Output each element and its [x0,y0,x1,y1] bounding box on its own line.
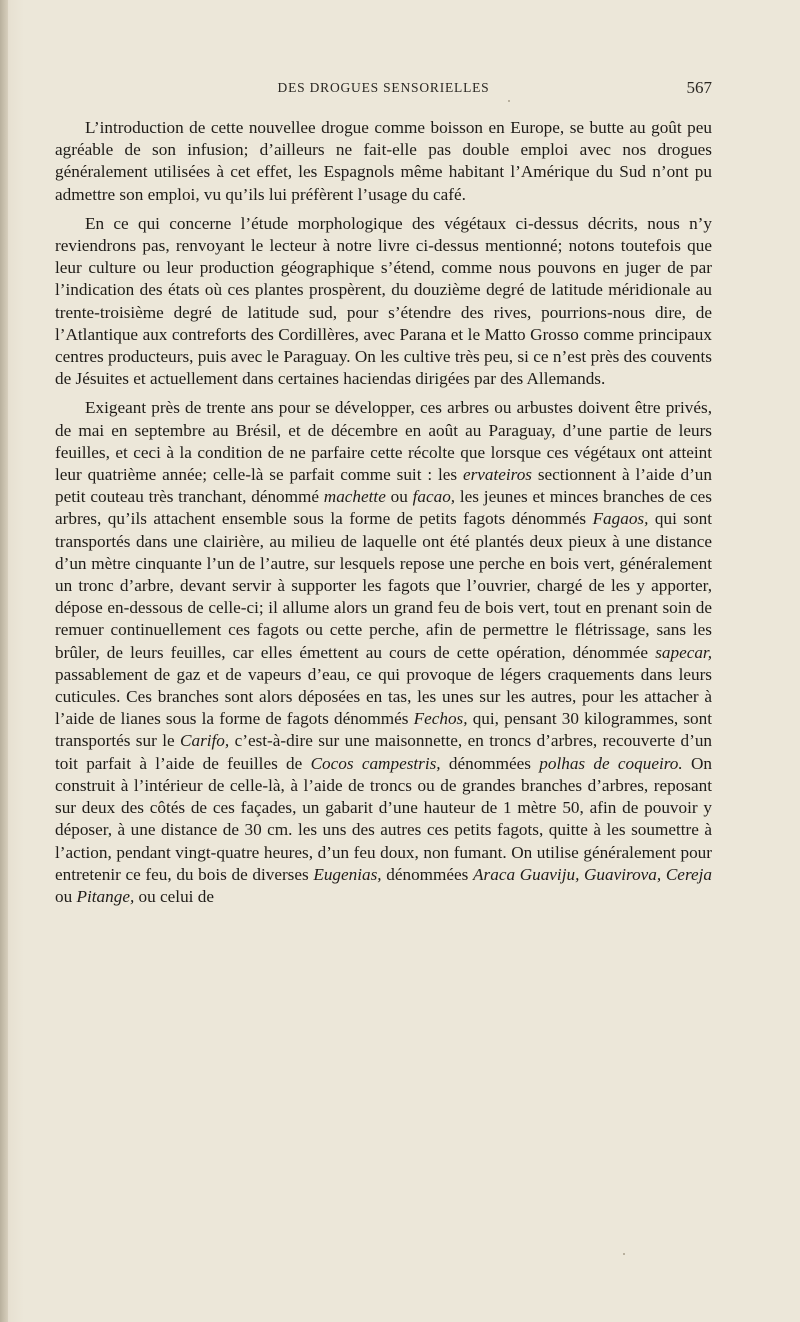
italic-term: polhas de coqueiro. [539,753,683,773]
text-run: passablement de gaz et de vapeurs d’eau, ce qui provoque de légers craquements dans leurs cuticules. Ces branches sont alors déposées en tas, les unes sur les autres, pour les attacher à l’aide de lianes sous la forme de fagots dénommés [55,664,712,729]
text-run: c’est-à-dire sur une maisonnette, en troncs d’arbres, recouverte d’un toit parfait à l’aide de feuilles de [55,731,713,773]
text-run: qui sont transportés dans une clairière, au milieu de laquelle ont été plantés deux pieux à une distance d’un mètre cinquante l’un de l’autre, sur lesquels repose une perche en bois vert, généralement un tronc d’arbre, devant servir à supporter les fagots que l’ouvrier, chargé de les y apporter, dépose en-dessous de celle-ci; il allume alors un grand feu de bois vert, tout en prenant soin de remuer continuellement ces fagots ou cette perche, afin de permettre le flétrissage, sans les brûler, de leurs feuilles, car elles émettent au cours de cette opération, dénommée [55,509,712,662]
italic-term: Eugenias, [313,864,382,884]
text-run: En ce qui concerne l’étude morphologique des végétaux ci-dessus décrits, nous n’y reviendrons pas, renvoyant le lecteur à notre livre ci-dessus mentionné; notons toutefois que leur culture ou leur production géographique s’étend, comme nous pouvons en juger de par l’indication des états où ces plantes prospèrent, du douzième degré de latitude méridionale au trente-troisième degré de latitude sud, pour s’étendre des rives, pourrions-nous dire, de l’Atlantique aux contreforts des Cordillères, avec Parana et le Matto Grosso comme principaux centres producteurs, puis avec le Paraguay. On les cultive très peu, si ce n’est près des couvents de Jésuites et actuellement dans certaines haciendas dirigées par des Allemands. [55,213,712,389]
italic-term: Fechos, [413,709,468,729]
text-run: ou [385,487,413,507]
page-binding-edge [0,0,8,1322]
text-run: On construit à l’intérieur de celle-là, à l’aide de troncs ou de grandes branches d’arbres, reposant sur deux des côtés de ces façades, un gabarit d’une hauteur de 1 mètre 50, afin de pouvoir y déposer, à une distance de 30 cm. les uns des autres ces petits fagots, quitte à les soumettre à l’action, pendant vingt-quatre heures, d’un feu doux, non fumant. On utilise généralement pour entretenir ce feu, du bois de diverses [55,753,712,884]
page-header [55,78,712,100]
running-title: DES DROGUES SENSORIELLES [277,80,490,95]
italic-term: ervateiros [462,465,532,485]
italic-term: Araca Guaviju, Guavirova, Cereja [473,864,712,884]
italic-term: machette [323,487,386,507]
text-run: dénommées [381,864,474,884]
italic-term: Cocos campestris, [310,753,441,773]
text-run: les jeunes et minces branches de ces arbres, qu’ils attachent ensemble sous la forme de petits fagots dénommés [55,487,713,529]
paragraph-introduction [55,117,712,206]
body-text [55,117,712,908]
italic-term: Carifo, [180,731,230,751]
italic-term: facao, [412,487,456,507]
text-run: L’introduction de cette nouvellee drogue comme boisson en Europe, se butte au goût peu agréable de son infusion; d’ailleurs ne fait-elle pas double emploi avec nos drogues généralement utilisées à cet effet, les Espagnols même habitant l’Amérique du Sud n’ont pu admettre son emploi, vu qu’ils lui préfèrent l’usage du café. [55,118,712,204]
italic-term: Fagaos, [592,509,649,529]
paragraph-harvest [55,397,712,908]
text-run: ou [55,886,77,906]
text-run: ou celui de [134,886,214,906]
paper-speck [508,100,510,102]
italic-term: Pitange, [76,886,135,906]
text-run: sectionnent à l’aide d’un petit couteau très tranchant, dénommé [55,465,712,507]
italic-term: sapecar, [655,642,712,662]
paper-speck [623,1253,625,1255]
paragraph-morphology [55,213,712,391]
page-number: 567 [686,78,712,97]
text-run: dénommées [440,753,540,773]
text-run: Exigeant près de trente ans pour se développer, ces arbres ou arbustes doivent être privés, de mai en septembre au Brésil, et de décembre en août au Paraguay, d’une partie de leurs feuilles, et ceci à la condition de ne parfaire cette récolte que lorsque ces végétaux ont atteint leur quatrième année; celle-là se parfait comme suit : les [55,398,712,485]
text-run: qui, pensant 30 kilogrammes, sont transportés sur le [55,709,712,751]
